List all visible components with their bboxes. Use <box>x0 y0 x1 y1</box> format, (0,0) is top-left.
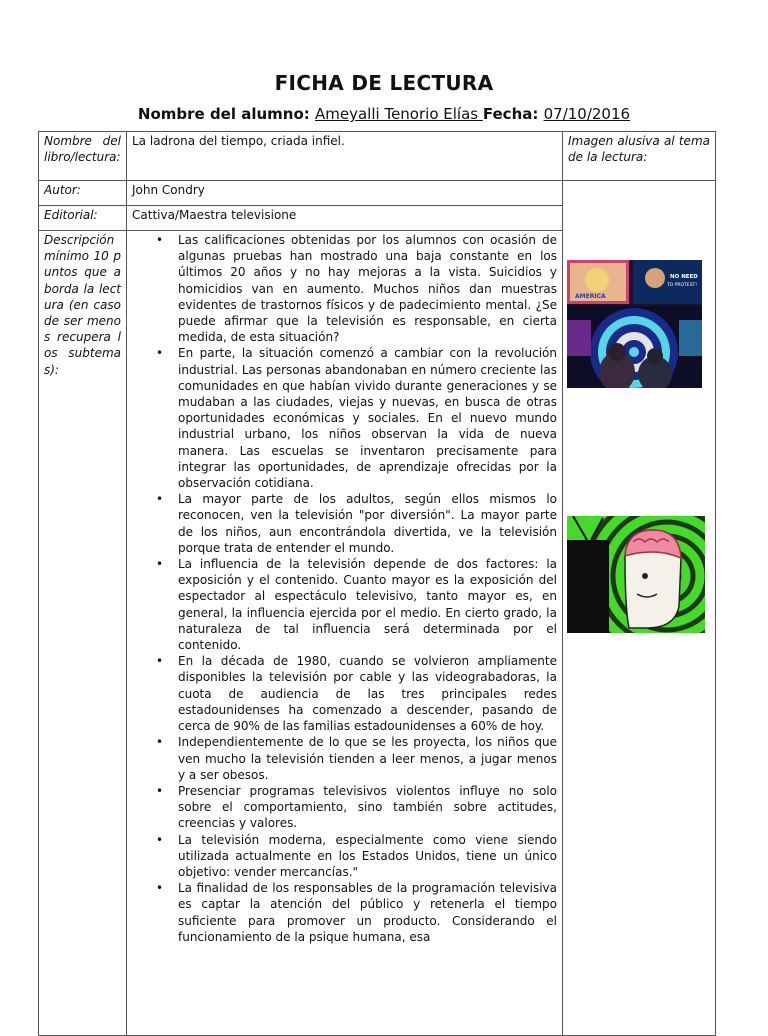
brain-tv-image <box>567 516 705 633</box>
point-text: La televisión moderna, especialmente como viene siendo utilizada actualmente en los Estados Unidos, tiene un único objetivo: vender mercancías." <box>178 832 557 879</box>
reading-sheet-table <box>38 131 716 1036</box>
tv-screen-text-noneed: NO NEED <box>670 274 698 280</box>
document-title: FICHA DE LECTURA <box>274 71 494 95</box>
author-value: John Condry <box>127 181 563 206</box>
point-text: Independientemente de lo que se les proyecta, los niños que ven mucho la televisión tienden a leer menos, a jugar menos y a ser obesos. <box>178 735 557 782</box>
book-value: La ladrona del tiempo, criada infiel. <box>127 132 563 181</box>
description-points-list <box>132 232 557 945</box>
bullet-icon: • <box>156 881 164 896</box>
student-name: Ameyalli Tenorio Elías <box>315 105 483 123</box>
student-line <box>0 105 768 123</box>
date-label: Fecha: <box>482 105 539 123</box>
publisher-label: Editorial: <box>39 206 127 231</box>
tv-screen-text-america: AMERICA <box>575 293 606 300</box>
list-item <box>156 734 557 783</box>
tv-screen-text-protest: TO PROTEST! <box>667 283 698 288</box>
point-text: La finalidad de los responsables de la programación televisiva es captar la atención del público y retenerla el tiempo suficiente para promover un producto. Considerando el funcionamiento de la psique humana, esa <box>178 881 557 944</box>
list-item <box>156 556 557 653</box>
image-label: Imagen alusiva al tema de la lectura: <box>563 132 716 181</box>
point-text: Las calificaciones obtenidas por los alumnos con ocasión de algunas pruebas han mostrado una baja constante en los últimos 20 años y no hay mejoras a la vista. Suicidios y homicidios van en aumento. Muchos niños dan muestras evidentes de trastornos físicos y de padecimiento mental. ¿Se puede afirmar que la televisión es responsable, en cierta medida, de esta situación? <box>178 233 557 345</box>
bullet-icon: • <box>156 783 164 798</box>
bullet-icon: • <box>156 557 164 572</box>
point-text: En la década de 1980, cuando se volvieron ampliamente disponibles la televisión por cable y las videograbadoras, la cuota de audiencia de las tres principales redes estadounidenses ha comenzado a descender, pasando de cerca de 90% de las familias estadounidenses a 60% de hoy. <box>178 654 557 734</box>
bullet-icon: • <box>156 654 164 669</box>
bullet-icon: • <box>156 233 164 247</box>
point-text: Presenciar programas televisivos violentos influye no solo sobre el comportamiento, sino también sobre actitudes, creencias y valores. <box>178 783 557 831</box>
list-item <box>156 345 557 491</box>
list-item <box>156 880 557 945</box>
list-item <box>156 232 557 345</box>
image-cell <box>563 181 716 1036</box>
author-label: Autor: <box>39 181 127 206</box>
bullet-icon: • <box>156 832 164 847</box>
publisher-value: Cattiva/Maestra televisione <box>127 206 563 231</box>
list-item <box>156 783 557 832</box>
description-content <box>127 231 563 1036</box>
tv-spiral-image <box>567 260 702 388</box>
point-text: La influencia de la televisión depende de dos factores: la exposición y el contenido. Cuanto mayor es la exposición del espectador al espectáculo televisivo, tanto mayor es, en general, la influencia ejercida por el medio. En cierto grado, la naturaleza de tal influencia será determinada por el contenido. <box>178 557 557 653</box>
point-text: La mayor parte de los adultos, según ellos mismos lo reconocen, ven la televisión "por diversión". La mayor parte de los niños, aun encontrándola divertida, ve la televisión porque trata de entender el mundo. <box>178 492 557 555</box>
bullet-icon: • <box>156 346 164 361</box>
student-label: Nombre del alumno: <box>137 105 310 123</box>
list-item <box>156 653 557 734</box>
description-label: Descripción mínimo 10 puntos que aborda la lectura (en caso de ser menos recupera los subtemas): <box>39 231 127 1036</box>
list-item <box>156 491 557 556</box>
list-item <box>156 832 557 881</box>
bullet-icon: • <box>156 492 164 507</box>
point-text: En parte, la situación comenzó a cambiar con la revolución industrial. Las personas abandonaban en número creciente las comunidades en que habían vivido durante generaciones y se mudaban a las ciudades, viejas y nuevas, en busca de otras oportunidades económicas y sociales. En el nuevo mundo industrial urbano, los niños observan la vida de nueva manera. Las escuelas se inventaron precisamente para integrar las oportunidades, de aprendizaje ofrecidas por la observación cotidiana. <box>178 346 557 491</box>
date-value: 07/10/2016 <box>543 105 631 123</box>
bullet-icon: • <box>156 735 164 750</box>
book-label: Nombre del libro/lectura: <box>39 132 127 181</box>
